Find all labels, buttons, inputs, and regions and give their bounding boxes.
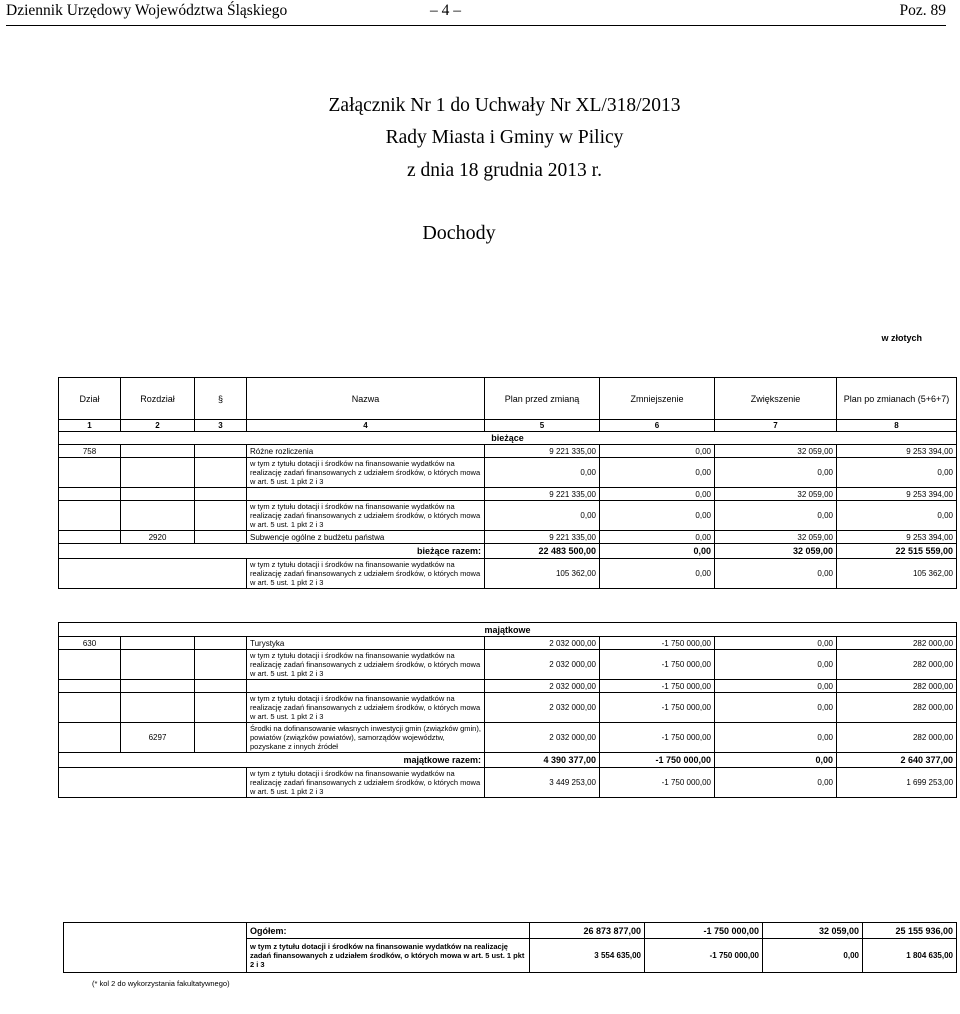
total-sub-plan-po: 1 699 253,00 [837,768,957,798]
annex-line-1: Załącznik Nr 1 do Uchwały Nr XL/318/2013 [328,95,681,116]
cell-plan: 9 221 335,00 [485,488,600,501]
cell-plan-po: 282 000,00 [837,637,957,650]
total-plan-po: 2 640 377,00 [837,753,957,768]
cell-rozdzial [121,458,195,488]
page-number: – 4 – [430,2,461,19]
total-sub-nazwa: w tym z tytułu dotacji i środków na finansowanie wydatków na realizację zadań finansowanych z udziałem środków, o których mowa w art. 5 ust. 1 pkt 2 i 3 [247,559,485,589]
cell-nazwa: w tym z tytułu dotacji i środków na finansowanie wydatków na realizację zadań finansowanych z udziałem środków, o których mowa w art. 5 ust. 1 pkt 2 i 3 [247,501,485,531]
cell-zwiekszenie: 0,00 [715,637,837,650]
section-label-capital: majątkowe [59,623,957,637]
table-row [59,488,957,501]
cell-plan-po: 9 253 394,00 [837,531,957,544]
col-header-paragraf: § [195,378,247,420]
section-label-current: bieżące [59,432,957,445]
cell-paragraf [195,650,247,680]
grand-total-zmniejszenie: -1 750 000,00 [645,923,763,939]
cell-plan: 9 221 335,00 [485,445,600,458]
cell-plan: 2 032 000,00 [485,650,600,680]
col-header-dzial: Dział [59,378,121,420]
section-total-sub-row [59,768,957,798]
grand-total-zwiekszenie: 32 059,00 [763,923,863,939]
cell-paragraf [195,723,247,753]
section-row [59,432,957,445]
col-number: 3 [195,420,247,432]
col-header-zmniejszenie: Zmniejszenie [600,378,715,420]
col-header-plan-przed: Plan przed zmianą [485,378,600,420]
cell-plan: 2 032 000,00 [485,680,600,693]
cell-paragraf [195,458,247,488]
footnote: (* kol 2 do wykorzystania fakultatywnego) [92,979,230,988]
journal-title: Dziennik Urzędowy Województwa Śląskiego [6,2,288,19]
total-plan-po: 22 515 559,00 [837,544,957,559]
total-sub-zmniejszenie: 0,00 [600,559,715,589]
col-number: 6 [600,420,715,432]
cell-zmniejszenie: 0,00 [600,501,715,531]
table-row [59,531,957,544]
cell-rozdzial [121,693,195,723]
cell-zwiekszenie: 0,00 [715,693,837,723]
cell-rozdzial: 2920 [121,531,195,544]
cell-rozdzial [121,680,195,693]
total-sub-zwiekszenie: 0,00 [715,559,837,589]
annex-line-3: z dnia 18 grudnia 2013 r. [407,160,602,181]
cell-plan-po: 0,00 [837,458,957,488]
total-zmniejszenie: -1 750 000,00 [600,753,715,768]
cell-plan-po: 0,00 [837,501,957,531]
total-plan: 22 483 500,00 [485,544,600,559]
cell-dzial [59,531,121,544]
grand-total-plan-po: 25 155 936,00 [863,923,957,939]
cell-zwiekszenie: 32 059,00 [715,445,837,458]
cell-plan-po: 282 000,00 [837,680,957,693]
grand-total-label: Ogółem: [247,923,530,939]
total-zwiekszenie: 32 059,00 [715,544,837,559]
section-row [59,623,957,637]
cell-paragraf [195,693,247,723]
grand-total-sub-zmniejszenie: -1 750 000,00 [645,939,763,973]
cell-rozdzial [121,650,195,680]
cell-rozdzial [121,501,195,531]
table-row [59,501,957,531]
cell-plan-po: 282 000,00 [837,650,957,680]
cell-nazwa: Różne rozliczenia [247,445,485,458]
cell-zmniejszenie: -1 750 000,00 [600,650,715,680]
grand-total-sub-nazwa: w tym z tytułu dotacji i środków na finansowanie wydatków na realizację zadań finansowanych z udziałem środków, o których mowa w art. 5 ust. 1 pkt 2 i 3 [247,939,530,973]
cell-empty [64,923,247,973]
cell-plan: 2 032 000,00 [485,723,600,753]
cell-paragraf [195,637,247,650]
cell-dzial: 758 [59,445,121,458]
position-number: Poz. 89 [899,2,946,19]
cell-plan-po: 9 253 394,00 [837,445,957,458]
col-number: 8 [837,420,957,432]
cell-nazwa: w tym z tytułu dotacji i środków na finansowanie wydatków na realizację zadań finansowanych z udziałem środków, o których mowa w art. 5 ust. 1 pkt 2 i 3 [247,693,485,723]
total-sub-zmniejszenie: -1 750 000,00 [600,768,715,798]
table-row [59,458,957,488]
total-label: majątkowe razem: [59,753,485,768]
cell-empty [59,559,247,589]
col-header-zwiekszenie: Zwiększenie [715,378,837,420]
cell-zwiekszenie: 0,00 [715,723,837,753]
cell-nazwa: Subwencje ogólne z budżetu państwa [247,531,485,544]
col-number: 7 [715,420,837,432]
cell-zmniejszenie: -1 750 000,00 [600,680,715,693]
table-row [59,723,957,753]
cell-dzial [59,650,121,680]
table-header-row [59,378,957,420]
cell-zmniejszenie: 0,00 [600,488,715,501]
cell-rozdzial: 6297 [121,723,195,753]
cell-plan-po: 282 000,00 [837,693,957,723]
currency-unit: w złotych [881,333,922,343]
cell-paragraf [195,531,247,544]
cell-nazwa: w tym z tytułu dotacji i środków na finansowanie wydatków na realizację zadań finansowanych z udziałem środków, o których mowa w art. 5 ust. 1 pkt 2 i 3 [247,458,485,488]
cell-zwiekszenie: 0,00 [715,501,837,531]
grand-total-sub-zwiekszenie: 0,00 [763,939,863,973]
cell-paragraf [195,445,247,458]
cell-zmniejszenie: -1 750 000,00 [600,723,715,753]
cell-zmniejszenie: 0,00 [600,531,715,544]
cell-dzial [59,458,121,488]
section-total-row [59,544,957,559]
total-sub-plan: 105 362,00 [485,559,600,589]
table-row [59,693,957,723]
total-sub-plan-po: 105 362,00 [837,559,957,589]
cell-plan: 0,00 [485,501,600,531]
cell-zwiekszenie: 32 059,00 [715,531,837,544]
cell-nazwa: Środki na dofinansowanie własnych inwestycji gmin (związków gmin), powiatów (związków powiatów), samorządów województw, pozyskane z innych źródeł [247,723,485,753]
col-number: 5 [485,420,600,432]
cell-empty [59,768,247,798]
total-plan: 4 390 377,00 [485,753,600,768]
cell-nazwa: w tym z tytułu dotacji i środków na finansowanie wydatków na realizację zadań finansowanych z udziałem środków, o których mowa w art. 5 ust. 1 pkt 2 i 3 [247,650,485,680]
cell-zmniejszenie: 0,00 [600,458,715,488]
column-number-row [59,420,957,432]
cell-plan: 2 032 000,00 [485,693,600,723]
cell-zwiekszenie: 0,00 [715,458,837,488]
cell-rozdzial [121,637,195,650]
grand-total-row [64,923,957,939]
cell-plan: 0,00 [485,458,600,488]
total-label: bieżące razem: [59,544,485,559]
cell-plan: 2 032 000,00 [485,637,600,650]
page-header [6,2,946,24]
cell-nazwa [247,488,485,501]
total-zwiekszenie: 0,00 [715,753,837,768]
grand-total-sub-plan: 3 554 635,00 [530,939,645,973]
cell-zwiekszenie: 32 059,00 [715,488,837,501]
total-zmniejszenie: 0,00 [600,544,715,559]
col-number: 2 [121,420,195,432]
cell-rozdzial [121,445,195,458]
cell-dzial [59,680,121,693]
cell-zwiekszenie: 0,00 [715,680,837,693]
cell-zmniejszenie: -1 750 000,00 [600,693,715,723]
grand-total-plan: 26 873 877,00 [530,923,645,939]
header-divider [6,25,946,26]
cell-dzial [59,723,121,753]
income-table-current [58,377,956,589]
total-sub-zwiekszenie: 0,00 [715,768,837,798]
col-number: 1 [59,420,121,432]
document-title: Dochody [422,222,496,244]
table-row [59,650,957,680]
cell-zmniejszenie: -1 750 000,00 [600,637,715,650]
table-row [59,680,957,693]
cell-dzial [59,693,121,723]
cell-zwiekszenie: 0,00 [715,650,837,680]
cell-zmniejszenie: 0,00 [600,445,715,458]
total-sub-nazwa: w tym z tytułu dotacji i środków na finansowanie wydatków na realizację zadań finansowanych z udziałem środków, o których mowa w art. 5 ust. 1 pkt 2 i 3 [247,768,485,798]
cell-dzial: 630 [59,637,121,650]
cell-paragraf [195,488,247,501]
cell-plan: 9 221 335,00 [485,531,600,544]
section-total-sub-row [59,559,957,589]
cell-dzial [59,488,121,501]
income-table-capital [58,622,956,798]
annex-line-2: Rady Miasta i Gminy w Pilicy [385,127,624,148]
total-sub-plan: 3 449 253,00 [485,768,600,798]
table-row [59,637,957,650]
cell-plan-po: 9 253 394,00 [837,488,957,501]
cell-dzial [59,501,121,531]
cell-nazwa [247,680,485,693]
col-header-rozdzial: Rozdział [121,378,195,420]
grand-total-table [63,922,956,973]
cell-paragraf [195,501,247,531]
col-number: 4 [247,420,485,432]
col-header-plan-po: Plan po zmianach (5+6+7) [837,378,957,420]
section-total-row [59,753,957,768]
cell-rozdzial [121,488,195,501]
cell-paragraf [195,680,247,693]
col-header-nazwa: Nazwa [247,378,485,420]
table-row [59,445,957,458]
grand-total-sub-plan-po: 1 804 635,00 [863,939,957,973]
cell-plan-po: 282 000,00 [837,723,957,753]
cell-nazwa: Turystyka [247,637,485,650]
